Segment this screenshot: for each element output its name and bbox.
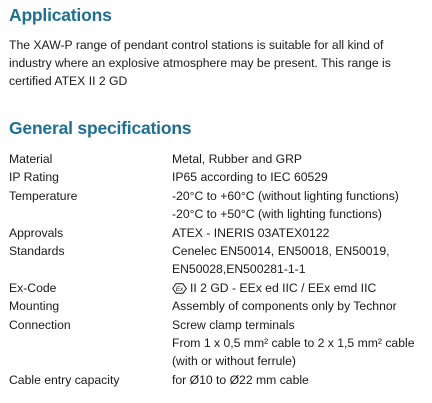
spec-value-line: Screw clamp terminals — [172, 317, 295, 332]
spec-row-material — [0, 150, 432, 168]
spec-label: Standards — [9, 244, 65, 259]
spec-value-line: for Ø10 to Ø22 mm cable — [172, 372, 309, 387]
applications-line: certified ATEX II 2 GD — [9, 74, 128, 88]
applications-line: The XAW-P range of pendant control stations is suitable for all kind of — [9, 38, 384, 52]
spec-label: Connection — [9, 317, 71, 332]
spec-row-standards — [0, 242, 432, 279]
spec-value-line: -20°C to +60°C (without lighting functions) — [172, 188, 399, 203]
spec-row-temperature — [0, 187, 432, 224]
spec-value-line: IP65 according to IEC 60529 — [172, 170, 328, 185]
spec-value-line: -20°C to +50°C (with lighting functions) — [172, 207, 382, 222]
spec-value-line: From 1 x 0,5 mm² cable to 2 x 1,5 mm² cable — [172, 336, 415, 351]
svg-text:Ex: Ex — [175, 285, 184, 293]
ex-atex-hexagon-icon — [172, 283, 187, 294]
spec-label: Material — [9, 152, 53, 166]
spec-value — [172, 297, 432, 315]
spec-row-cable-entry-capacity — [0, 371, 432, 389]
spec-value-line: EN50028,EN500281-1-1 — [172, 262, 306, 277]
spec-value-line: (with or without ferrule) — [172, 354, 296, 369]
spec-value-line: Metal, Rubber and GRP — [172, 152, 303, 166]
spec-label: Temperature — [9, 188, 78, 203]
spec-row-ip-rating — [0, 168, 432, 186]
spec-row-connection — [0, 316, 432, 371]
spec-label: IP Rating — [9, 170, 59, 185]
spec-value — [172, 316, 432, 371]
spec-value-line: Cenelec EN50014, EN50018, EN50019, — [172, 244, 390, 259]
spec-label: Ex-Code — [9, 280, 57, 295]
spec-value-line-with-icon — [172, 279, 432, 297]
spec-value — [172, 224, 432, 242]
spec-value-line: Assembly of components only by Technor — [172, 299, 397, 314]
spec-value-line: ATEX - INERIS 03ATEX0122 — [172, 225, 330, 240]
spec-value — [172, 187, 432, 224]
spec-value — [172, 150, 432, 168]
spec-value — [172, 279, 432, 297]
spec-value-line: II 2 GD - EEx ed IIC / EEx emd IIC — [190, 280, 377, 295]
specifications-table — [0, 150, 432, 389]
applications-paragraph — [9, 36, 427, 90]
spec-label: Approvals — [9, 225, 64, 240]
spec-value — [172, 371, 432, 389]
spec-row-approvals — [0, 224, 432, 242]
spec-value — [172, 242, 432, 279]
applications-heading: Applications — [9, 5, 112, 25]
spec-row-mounting — [0, 297, 432, 315]
spec-value — [172, 168, 432, 186]
applications-line: industry where an explosive atmosphere may be present. This range is — [9, 56, 391, 70]
spec-label: Mounting — [9, 299, 60, 314]
general-specifications-heading: General specifications — [9, 118, 192, 138]
spec-row-ex-code — [0, 279, 432, 297]
spec-label: Cable entry capacity — [9, 372, 120, 387]
